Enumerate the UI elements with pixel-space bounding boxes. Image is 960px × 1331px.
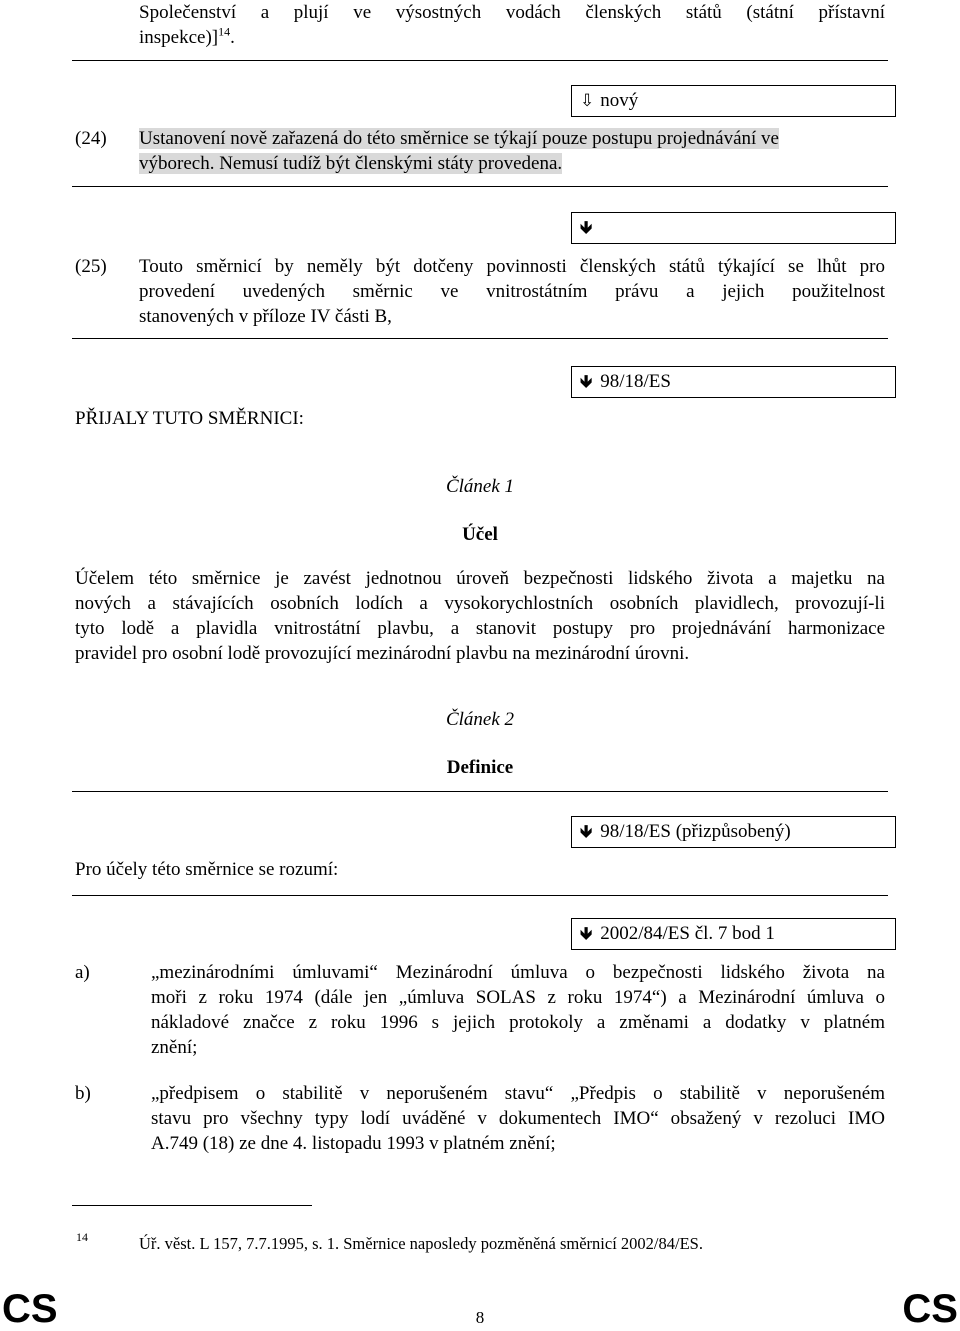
footer-language-left: CS: [2, 1287, 58, 1331]
marker-98-18-es-adapted-label: 98/18/ES (přizpůsobený): [600, 821, 791, 842]
top-paragraph-line2-end: .: [230, 27, 235, 48]
bold-down-arrow-icon: 🡻: [580, 372, 593, 392]
divider: [72, 186, 888, 187]
page-number: 8: [475, 1308, 485, 1327]
definition-a-letter: a): [75, 962, 90, 983]
bold-down-arrow-icon: 🡻: [580, 924, 593, 944]
definition-a-line1: „mezinárodními úmluvami“ Mezinárodní úmluva o bezpečnosti lidského života na: [151, 962, 885, 983]
top-paragraph-line2: [139, 25, 885, 50]
definition-b-line3: A.749 (18) ze dne 4. listopadu 1993 v platném znění;: [151, 1133, 556, 1154]
article-1-line4: pravidel pro osobní lodě provozující mezinárodní plavbu na mezinárodní úrovni.: [75, 643, 690, 664]
article-1-title: Článek 1: [445, 476, 515, 497]
divider: [72, 791, 888, 792]
definition-b-line1: „předpisem o stabilitě v neporušeném stavu“ „Předpis o stabilitě v neporušeném: [151, 1083, 885, 1104]
definition-a-line2: moři z roku 1974 (dále jen „úmluva SOLAS z roku 1974“) a Mezinárodní úmluva o: [151, 987, 885, 1008]
marker-2002-84-es-label: 2002/84/ES čl. 7 bod 1: [600, 923, 775, 944]
divider: [72, 60, 888, 61]
top-paragraph: [139, 0, 885, 50]
article-2-heading: Definice: [446, 757, 514, 778]
marker-98-18-es-adapted: [571, 816, 896, 848]
definition-a-text: [151, 960, 885, 1060]
definition-a-line4: znění;: [151, 1037, 198, 1058]
footnote-reference[interactable]: 14: [218, 24, 231, 39]
article-1-heading: Účel: [462, 524, 498, 545]
top-paragraph-line2-text: inspekce)]: [139, 27, 219, 48]
article-1-line2: nových a stávajících osobních lodích a vysokorychlostních osobních plavidlech, provozují-li: [75, 593, 885, 614]
definition-a-line3: nákladové značce z roku 1996 s jejich protokoly a změnami a dodatky v platném: [151, 1012, 885, 1033]
marker-98-18-es: [571, 366, 896, 398]
recital-24-line2-text: výborech. Nemusí tudíž být členskými státy provedena.: [139, 153, 563, 174]
article-1-line3: tyto lodě a plavidla vnitrostátní plavbu, a stanovit postupy pro projednávání harmonizace: [75, 618, 885, 639]
definition-b-letter: b): [75, 1083, 91, 1104]
article-1-text: [75, 566, 885, 666]
footnote-separator: [72, 1205, 312, 1206]
definition-b-line2: stavu pro všechny typy lodí uváděné v dokumentech IMO“ obsažený v rezoluci IMO: [151, 1108, 885, 1129]
article-1-line1: Účelem této směrnice je zavést jednotnou úroveň bezpečnosti lidského života a majetku na: [75, 568, 885, 589]
divider: [72, 338, 888, 339]
marker-2002-84-es: [571, 918, 896, 950]
divider: [72, 895, 888, 896]
footnote-text: Úř. věst. L 157, 7.7.1995, s. 1. Směrnice naposledy pozměněná směrnicí 2002/84/ES.: [139, 1234, 703, 1253]
adopted-statement: PŘIJALY TUTO SMĚRNICI:: [75, 408, 304, 429]
recital-24-line2: [139, 151, 885, 176]
recital-25-number: (25): [75, 256, 107, 277]
recital-25-line2: provedení uvedených směrnic ve vnitrostátním právu a jejich použitelnost: [139, 281, 885, 302]
definition-b-text: [151, 1081, 885, 1156]
marker-98-18-es-label: 98/18/ES: [600, 371, 671, 392]
bold-down-arrow-icon: 🡻: [580, 822, 593, 842]
outline-down-arrow-icon: ⇩: [580, 91, 595, 111]
recital-24-number: (24): [75, 128, 107, 149]
marker-novy: [571, 85, 896, 117]
recital-24-line1: [139, 126, 885, 151]
recital-25-line1: Touto směrnicí by neměly být dotčeny povinnosti členských států týkající se lhůt pro: [139, 256, 885, 277]
footnote-number: 14: [76, 1230, 88, 1244]
bold-down-arrow-icon: 🡻: [580, 218, 593, 238]
recital-24-text: [139, 126, 885, 176]
recital-25-line3: stanovených v příloze IV části B,: [139, 306, 392, 327]
recital-25-text: [139, 254, 885, 329]
definitions-intro: Pro účely této směrnice se rozumí:: [75, 859, 339, 880]
marker-novy-label: nový: [600, 90, 639, 111]
top-paragraph-line1: Společenství a plují ve výsostných vodách členských států (státní přístavní: [139, 2, 885, 23]
article-2-title: Článek 2: [445, 709, 515, 730]
marker-blank: [571, 212, 896, 244]
footer-language-right: CS: [902, 1287, 958, 1331]
recital-24-line1-text: Ustanovení nově zařazená do této směrnice se týkají pouze postupu projednávání ve: [139, 128, 779, 149]
